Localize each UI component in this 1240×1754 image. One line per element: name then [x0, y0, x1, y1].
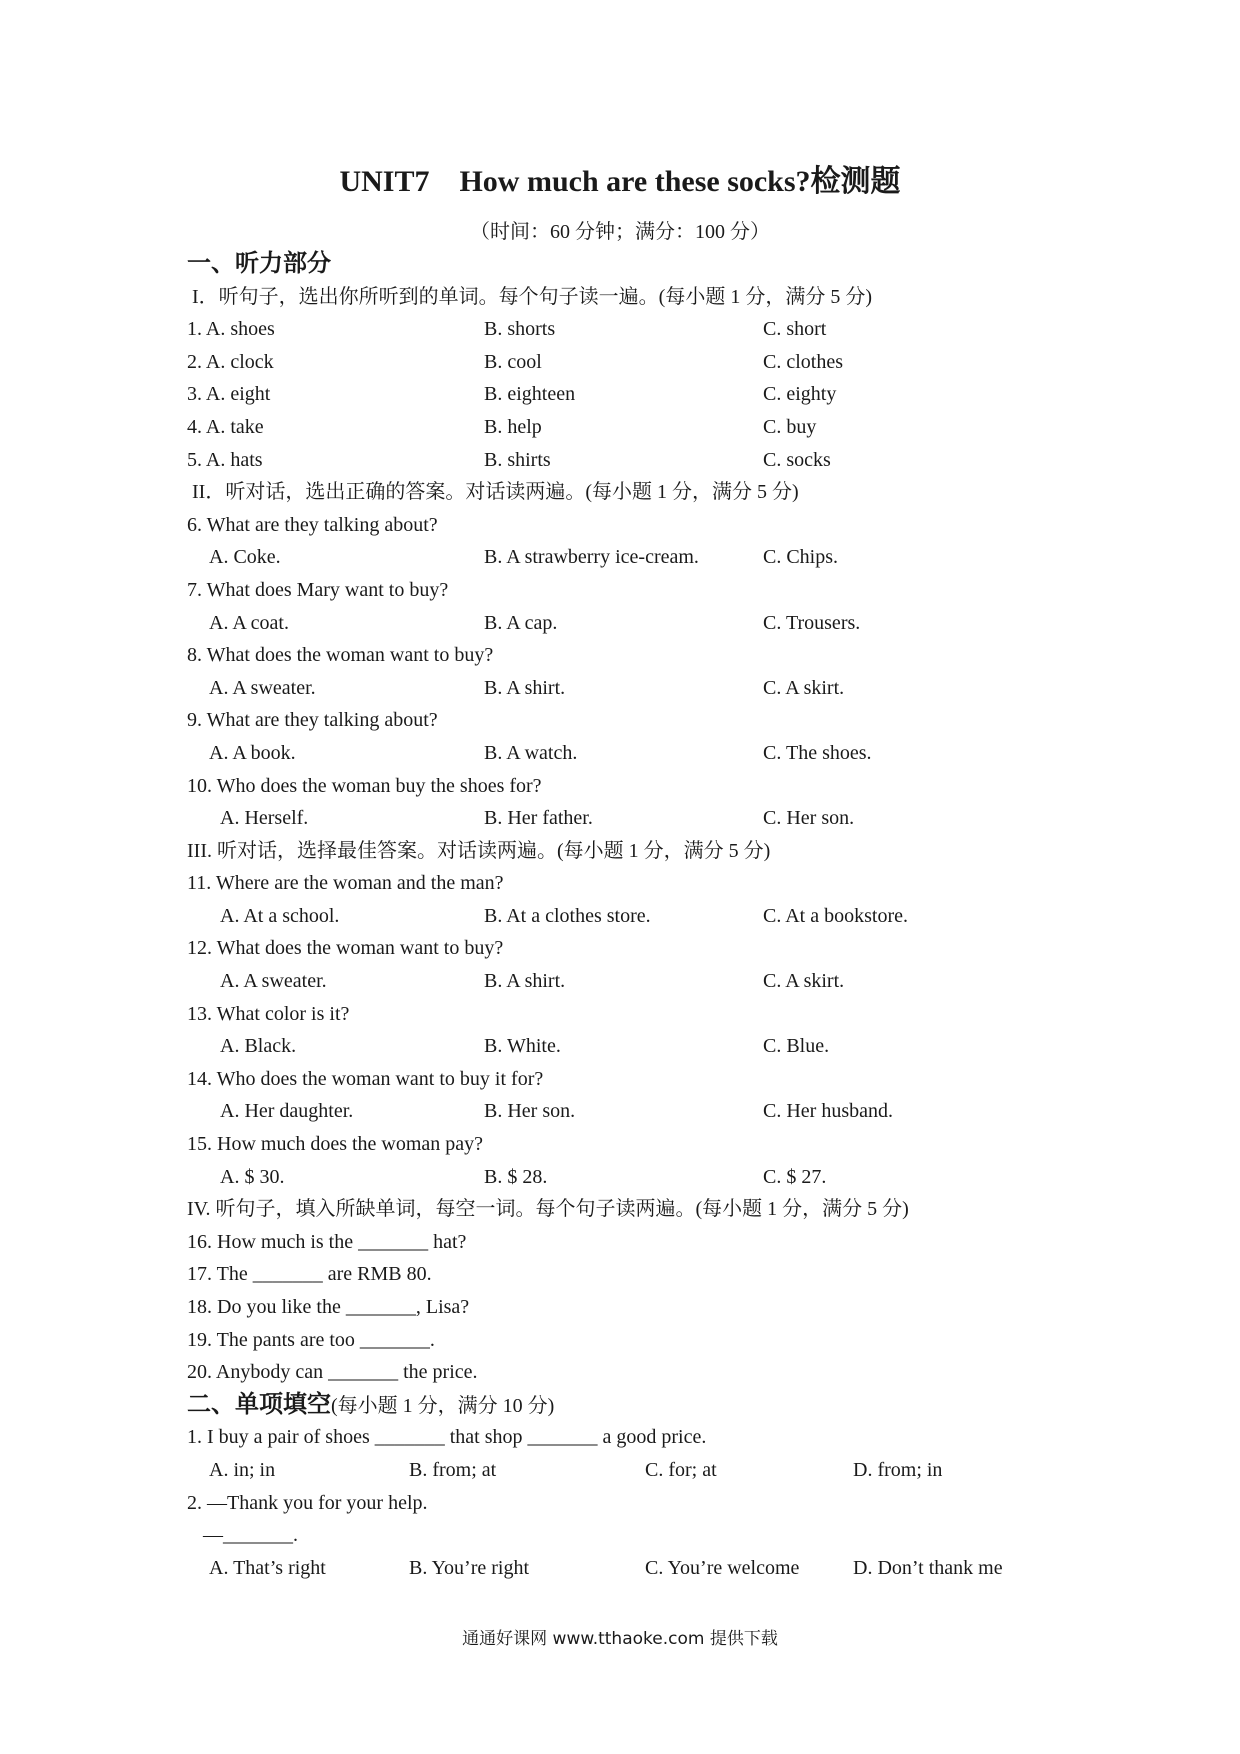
option-a: A. A coat. — [209, 611, 289, 634]
question-text: 9. What are they talking about? — [187, 709, 438, 732]
option-b: B. cool — [484, 350, 542, 373]
option-a: A. A book. — [209, 741, 296, 764]
question-text: 8. What does the woman want to buy? — [187, 644, 494, 667]
option-a: A. Herself. — [220, 807, 309, 830]
fill-blank-question: 19. The pants are too _______. — [187, 1328, 435, 1351]
question-row — [187, 378, 1067, 411]
option-b: B. White. — [484, 1035, 561, 1058]
option-c: C. clothes — [763, 350, 843, 373]
option-a: A. At a school. — [220, 904, 340, 927]
option-a: 1. A. shoes — [187, 318, 275, 341]
section-single-choice-heading — [187, 1389, 1067, 1422]
question-text: 6. What are they talking about? — [187, 513, 438, 536]
footer-watermark: 通通好课网 www.tthaoke.com 提供下载 — [462, 1629, 778, 1649]
option-c: C. A skirt. — [763, 970, 845, 993]
page-title: UNIT7 How much are these socks?检测题 — [339, 165, 901, 198]
question-text: 15. How much does the woman pay? — [187, 1133, 484, 1156]
section-note: (每小题 1 分，满分 10 分) — [331, 1394, 555, 1417]
question-text: 10. Who does the woman buy the shoes for? — [187, 774, 542, 797]
part3-instruction: III. 听对话，选择最佳答案。对话读两遍。(每小题 1 分，满分 5 分) — [187, 839, 771, 862]
exam-content — [187, 248, 1067, 1584]
option-c: C. Her son. — [763, 807, 855, 830]
question-text: 14. Who does the woman want to buy it for? — [187, 1067, 544, 1090]
options-row — [187, 737, 1067, 770]
option-c: C. At a bookstore. — [763, 904, 908, 927]
option-b: B. A shirt. — [484, 676, 566, 699]
option-c: C. eighty — [763, 383, 837, 406]
option-c: C. socks — [763, 448, 831, 471]
option-d: D. from; in — [853, 1458, 943, 1481]
question-text: 13. What color is it? — [187, 1002, 350, 1025]
option-b: B. A cap. — [484, 611, 558, 634]
option-a: A. $ 30. — [220, 1165, 285, 1188]
option-a: 4. A. take — [187, 415, 264, 438]
option-c: C. Chips. — [763, 546, 839, 569]
option-a: A. Black. — [220, 1035, 297, 1058]
option-c: C. You’re welcome — [645, 1556, 800, 1579]
option-b: B. A strawberry ice-cream. — [484, 546, 699, 569]
question-row — [187, 444, 1067, 477]
fill-blank-question: 16. How much is the _______ hat? — [187, 1230, 467, 1253]
question-text: 11. Where are the woman and the man? — [187, 872, 504, 895]
option-a: A. Her daughter. — [220, 1100, 354, 1123]
options-row — [187, 1161, 1067, 1194]
option-b: B. Her son. — [484, 1100, 576, 1123]
option-c: C. The shoes. — [763, 741, 872, 764]
section-listening-heading: 一、听力部分 — [187, 251, 331, 277]
option-b: B. Her father. — [484, 807, 593, 830]
option-b: B. from; at — [409, 1458, 497, 1481]
fill-blank-question: 20. Anybody can _______ the price. — [187, 1361, 478, 1384]
question-text: 2. —Thank you for your help. — [187, 1491, 428, 1514]
question-text: 7. What does Mary want to buy? — [187, 578, 449, 601]
question-text: 12. What does the woman want to buy? — [187, 937, 504, 960]
option-b: B. shorts — [484, 318, 556, 341]
options-row — [187, 965, 1067, 998]
part4-instruction: IV. 听句子，填入所缺单词，每空一词。每个句子读两遍。(每小题 1 分，满分 5 分) — [187, 1198, 909, 1221]
section-heading-text: 二、单项填空 — [187, 1391, 331, 1418]
option-c: C. Her husband. — [763, 1100, 893, 1123]
options-row — [187, 607, 1067, 640]
option-a: 2. A. clock — [187, 350, 274, 373]
option-d: D. Don’t thank me — [853, 1556, 1003, 1579]
options-row — [187, 672, 1067, 705]
option-c: C. $ 27. — [763, 1165, 827, 1188]
option-b: B. A shirt. — [484, 970, 566, 993]
option-b: B. You’re right — [409, 1556, 530, 1579]
question-row — [187, 313, 1067, 346]
options-row — [187, 1552, 1067, 1585]
fill-blank-question: 17. The _______ are RMB 80. — [187, 1263, 432, 1286]
page-subtitle: （时间：60 分钟；满分：100 分） — [470, 221, 770, 243]
option-b: B. $ 28. — [484, 1165, 548, 1188]
answer-blank: —_______. — [203, 1524, 298, 1547]
option-a: A. in; in — [209, 1458, 276, 1481]
option-c: C. short — [763, 318, 827, 341]
option-c: C. Blue. — [763, 1035, 830, 1058]
question-row — [187, 346, 1067, 379]
option-b: B. help — [484, 415, 542, 438]
question-text: 1. I buy a pair of shoes _______ that shop _______ a good price. — [187, 1426, 707, 1449]
option-b: B. A watch. — [484, 741, 578, 764]
option-a: A. A sweater. — [220, 970, 327, 993]
options-row — [187, 802, 1067, 835]
option-a: A. That’s right — [209, 1556, 326, 1579]
option-c: C. buy — [763, 415, 817, 438]
options-row — [187, 1454, 1067, 1487]
option-c: C. Trousers. — [763, 611, 861, 634]
option-b: B. eighteen — [484, 383, 576, 406]
option-c: C. for; at — [645, 1458, 717, 1481]
option-a: A. Coke. — [209, 546, 281, 569]
options-row — [187, 541, 1067, 574]
options-row — [187, 1030, 1067, 1063]
option-b: B. shirts — [484, 448, 551, 471]
fill-blank-question: 18. Do you like the _______, Lisa? — [187, 1296, 470, 1318]
part2-instruction: II．听对话，选出正确的答案。对话读两遍。(每小题 1 分，满分 5 分) — [192, 481, 799, 504]
question-row — [187, 411, 1067, 444]
options-row — [187, 1095, 1067, 1128]
part1-instruction: I．听句子，选出你所听到的单词。每个句子读一遍。(每小题 1 分，满分 5 分) — [192, 285, 872, 308]
option-a: 3. A. eight — [187, 383, 271, 406]
options-row — [187, 900, 1067, 933]
option-c: C. A skirt. — [763, 676, 845, 699]
option-b: B. At a clothes store. — [484, 904, 651, 927]
option-a: A. A sweater. — [209, 676, 316, 699]
option-a: 5. A. hats — [187, 448, 263, 471]
